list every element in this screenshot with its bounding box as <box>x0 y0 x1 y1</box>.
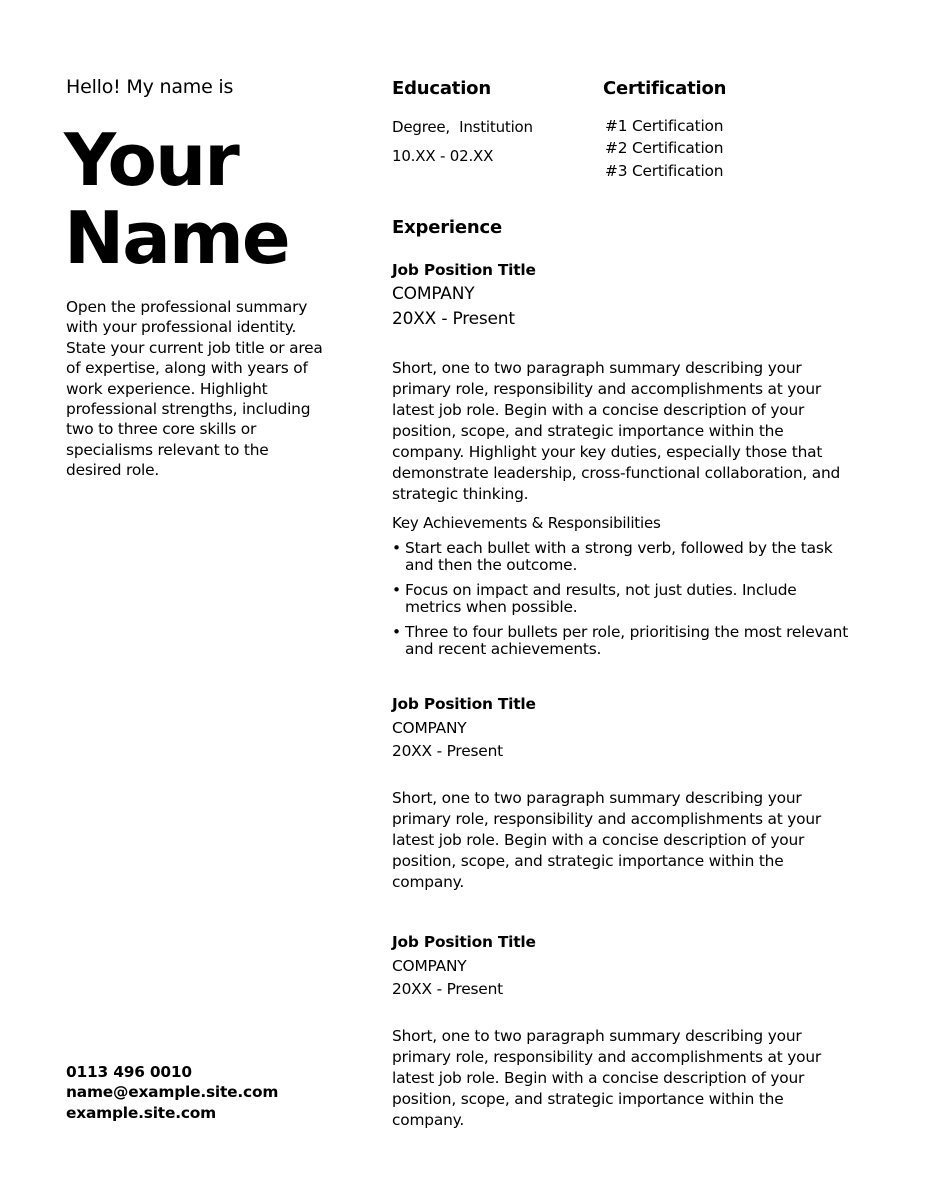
achievement-text: Three to four bullets per role, prioritising the most relevant and recent achievements. <box>405 623 849 658</box>
job-dates: 20XX - Present <box>392 980 503 998</box>
job-dates: 20XX - Present <box>392 742 503 760</box>
bullet-dot-icon: • <box>392 623 401 641</box>
job-company: COMPANY <box>392 957 467 975</box>
job-summary: Short, one to two paragraph summary describing your primary role, responsibility and accomplishments at your latest job role. Begin with a concise description of your position, scope, and strategic importance within the company. <box>392 789 822 891</box>
education-dates: 10.XX - 02.XX <box>392 147 494 165</box>
certification-item: #3 Certification <box>605 162 724 180</box>
contact-email: name@example.site.com <box>66 1083 279 1101</box>
job-title: Job Position Title <box>392 933 536 951</box>
achievement-bullet <box>392 582 852 616</box>
job-title: Job Position Title <box>392 695 536 713</box>
bullet-dot-icon: • <box>392 539 401 557</box>
experience-heading: Experience <box>392 217 502 238</box>
contact-website: example.site.com <box>66 1104 216 1122</box>
achievement-text: Focus on impact and results, not just duties. Include metrics when possible. <box>405 581 797 616</box>
professional-summary: Open the professional summary with your professional identity. State your current job title or area of expertise, along with years of work experience. Highlight professional strengths, including two to three core skills or specialisms relevant to the desired role. <box>66 298 323 480</box>
achievement-bullet <box>392 540 852 574</box>
job-summary: Short, one to two paragraph summary describing your primary role, responsibility and accomplishments at your latest job role. Begin with a concise description of your position, scope, and strategic importance within the company. Highlight your key duties, especially those that demonstrate leadership, cross-functional collaboration, and strategic thinking. <box>392 359 841 503</box>
bullet-dot-icon: • <box>392 581 401 599</box>
education-heading: Education <box>392 78 491 99</box>
certification-heading: Certification <box>603 78 727 99</box>
job-title: Job Position Title <box>392 261 536 279</box>
achievements-list <box>392 540 852 666</box>
name-second-line: Name <box>64 196 289 280</box>
job-company: COMPANY <box>392 284 475 304</box>
certification-item: #1 Certification <box>605 117 724 135</box>
certification-item: #2 Certification <box>605 139 724 157</box>
education-degree: Degree, Institution <box>392 118 533 136</box>
greeting: Hello! My name is <box>66 76 234 98</box>
achievement-text: Start each bullet with a strong verb, followed by the task and then the outcome. <box>405 539 833 574</box>
job-company: COMPANY <box>392 719 467 737</box>
achievements-label: Key Achievements & Responsibilities <box>392 514 661 532</box>
contact-phone: 0113 496 0010 <box>66 1063 192 1081</box>
name-first-line: Your <box>64 118 238 202</box>
job-summary: Short, one to two paragraph summary describing your primary role, responsibility and accomplishments at your latest job role. Begin with a concise description of your position, scope, and strategic importance within the company. <box>392 1027 822 1129</box>
achievement-bullet <box>392 624 852 658</box>
job-dates: 20XX - Present <box>392 309 515 329</box>
